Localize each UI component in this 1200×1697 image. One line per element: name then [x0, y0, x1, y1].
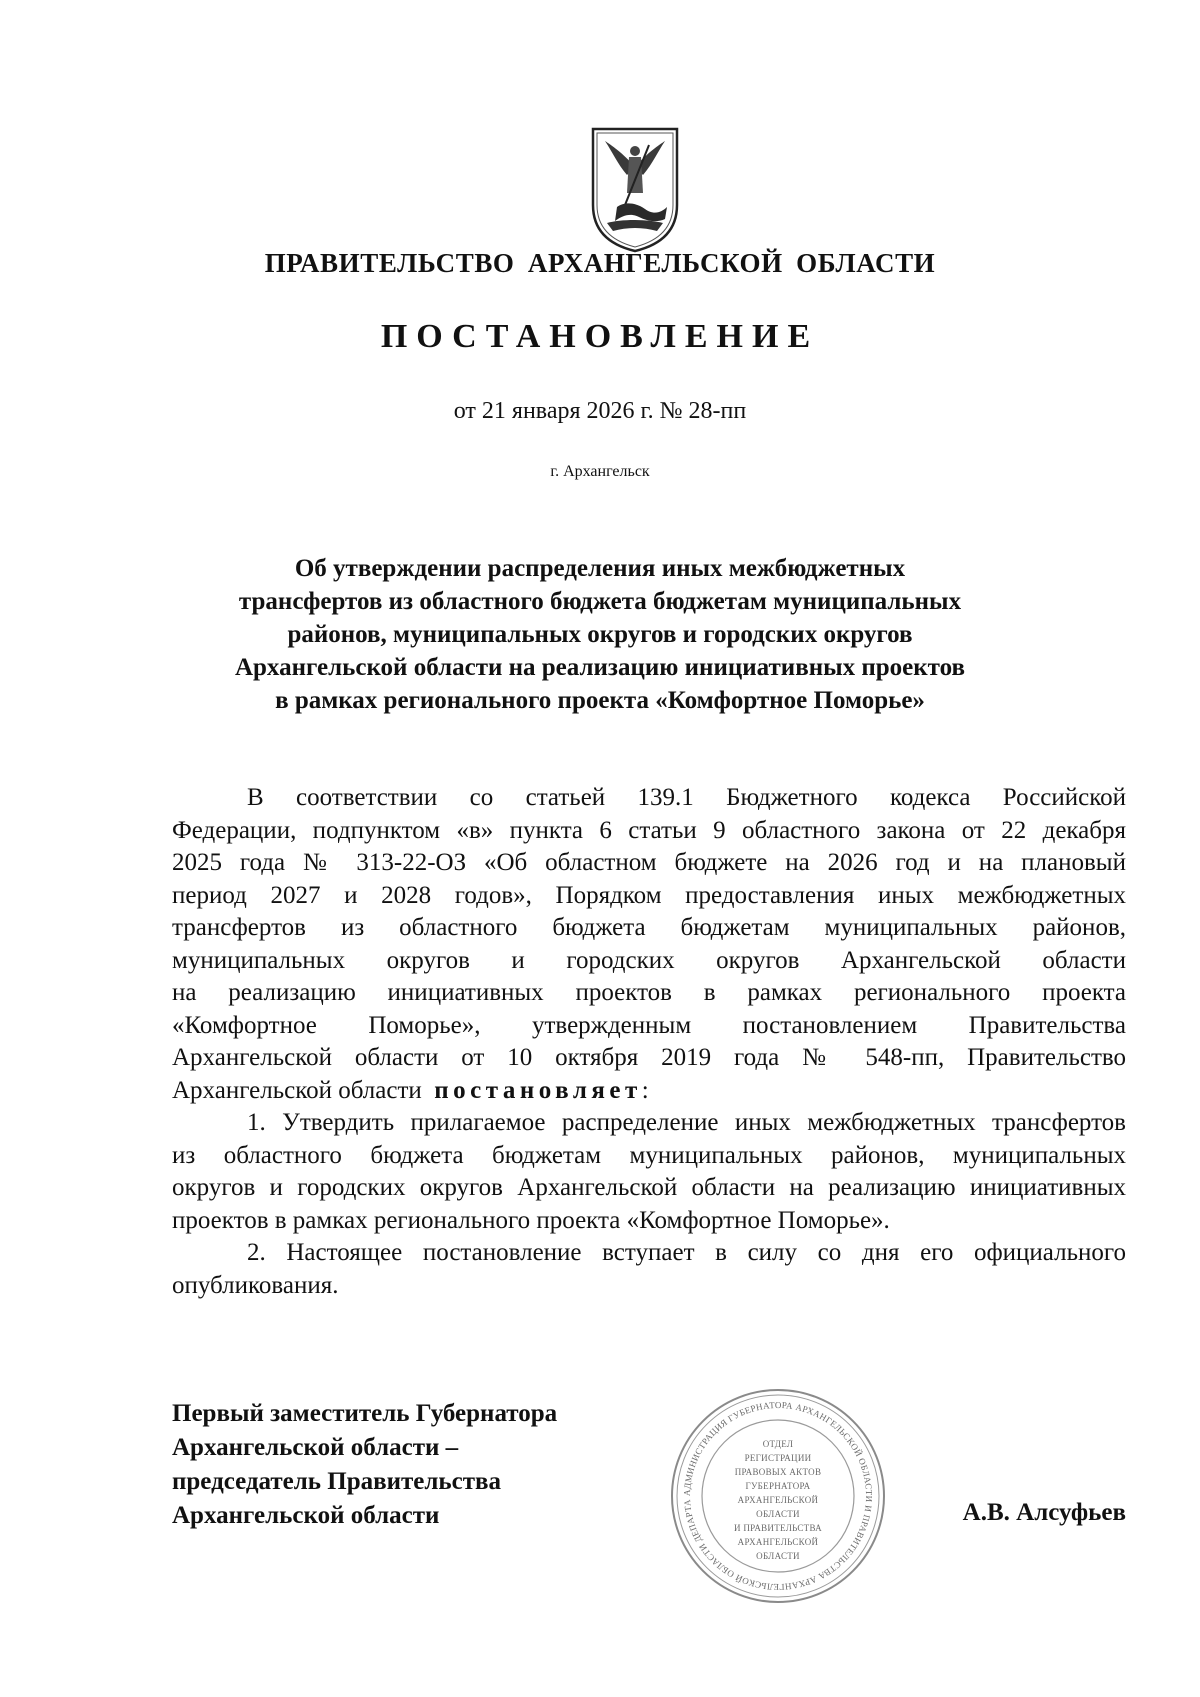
seal-center-line: ОБЛАСТИ	[756, 1551, 800, 1561]
item-1-line: из областного бюджета бюджетам муниципальных районов, муниципальных	[172, 1141, 1126, 1169]
seal-center-line: ОТДЕЛ	[762, 1439, 794, 1449]
item-1-line: проектов в рамках регионального проекта «Комфортное Поморье».	[172, 1206, 890, 1234]
subject-line: районов, муниципальных округов и городских округов	[287, 621, 913, 648]
subject-line: трансфертов из областного бюджета бюджетам муниципальных	[238, 588, 962, 615]
subject-line: Архангельской области на реализацию инициативных проектов	[234, 654, 966, 681]
preamble-line: Архангельской области от 10 октября 2019 года № 548-пп, Правительство	[172, 1044, 1126, 1071]
preamble-line: на реализацию инициативных проектов в рамках регионального проекта	[172, 979, 1126, 1006]
item-2-line: 2. Настоящее постановление вступает в силу со дня его официального	[247, 1239, 1126, 1266]
preamble-line: 2025 года № 313-22-ОЗ «Об областном бюджете на 2026 год и на плановый	[172, 849, 1126, 876]
document-date-number: от 21 января 2026 г. № 28-пп	[453, 398, 747, 424]
seal-center-line: ОБЛАСТИ	[756, 1509, 800, 1519]
official-seal-icon	[663, 1385, 893, 1607]
seal-center-line: АРХАНГЕЛЬСКОЙ	[737, 1537, 819, 1547]
signatory-name: А.В. Алсуфьев	[962, 1499, 1126, 1526]
item-1-line: округов и городских округов Архангельской области на реализацию инициативных	[172, 1174, 1126, 1201]
document-city: г. Архангельск	[550, 463, 650, 480]
seal-center-line: ПРАВОВЫХ АКТОВ	[734, 1467, 822, 1477]
preamble-line: «Комфортное Поморье», утвержденным постановлением Правительства	[172, 1011, 1126, 1039]
document-type-title: ПОСТАНОВЛЕНИЕ	[380, 318, 820, 355]
preamble-line: Федерации, подпунктом «в» пункта 6 статьи 9 областного закона от 22 декабря	[172, 816, 1126, 844]
item-1-line: 1. Утвердить прилагаемое распределение иных межбюджетных трансфертов	[247, 1109, 1126, 1136]
seal-ring-text: АДМИНИСТРАЦИЯ ГУБЕРНАТОРА АРХАНГЕЛЬСКОЙ ОБЛАСТИ И ПРАВИТЕЛЬСТВА АРХАНГЕЛЬСКОЙ ОБЛАСТИ ДЕПАРТА	[681, 1399, 875, 1593]
preamble-line: период 2027 и 2028 годов», Порядком предоставления иных межбюджетных	[172, 881, 1126, 909]
signatory-position-line: Архангельской области –	[172, 1434, 459, 1461]
seal-center-line: АРХАНГЕЛЬСКОЙ	[737, 1495, 819, 1505]
signatory-position-line: председатель Правительства	[172, 1468, 502, 1495]
signatory-position	[172, 1397, 632, 1533]
preamble-line: трансфертов из областного бюджета бюджетам муниципальных районов,	[172, 914, 1126, 941]
document-body	[172, 782, 1126, 1302]
preamble-line: муниципальных округов и городских округов Архангельской области	[172, 946, 1126, 974]
preamble-line: В соответствии со статьей 139.1 Бюджетного кодекса Российской	[247, 784, 1126, 811]
item-2-line: опубликования.	[172, 1271, 339, 1299]
subject-line: в рамках регионального проекта «Комфортное Поморье»	[275, 687, 925, 714]
seal-center-line: ГУБЕРНАТОРА	[745, 1481, 811, 1491]
resolves-colon: :	[641, 1076, 649, 1104]
signatory-position-line: Первый заместитель Губернатора	[172, 1400, 558, 1427]
preamble-resolves-line	[172, 1075, 1126, 1108]
signatory-position-line: Архангельской области	[172, 1502, 440, 1529]
preamble-last-prefix: Архангельской области	[172, 1076, 422, 1104]
coat-of-arms-icon	[587, 123, 683, 255]
subject-line: Об утверждении распределения иных межбюджетных	[294, 555, 906, 582]
government-name: ПРАВИТЕЛЬСТВО АРХАНГЕЛЬСКОЙ ОБЛАСТИ	[264, 248, 936, 278]
seal-center-line: И ПРАВИТЕЛЬСТВА	[734, 1523, 822, 1533]
seal-center-line: РЕГИСТРАЦИИ	[744, 1453, 812, 1463]
document-subject	[200, 552, 1000, 717]
resolves-word: постановляет	[434, 1076, 642, 1104]
